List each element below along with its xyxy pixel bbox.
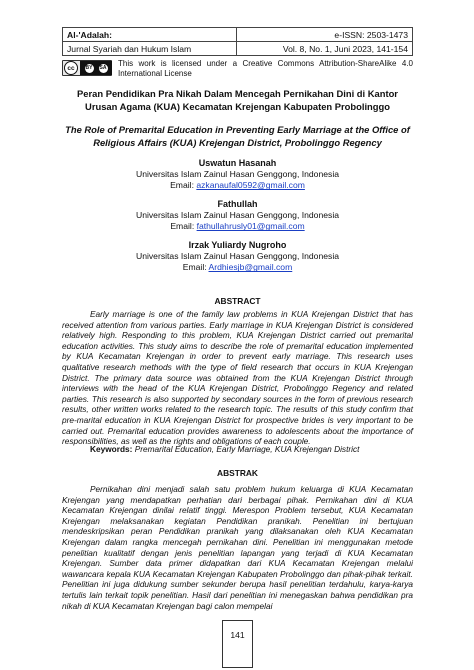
author-email-link[interactable]: Ardhiesjb@gmail.com	[208, 262, 293, 273]
journal-name: Al-'Adalah:	[63, 28, 237, 42]
abstract-heading: ABSTRACT	[214, 296, 261, 306]
cc-by-sa-badge-icon[interactable]	[62, 60, 112, 76]
author-block-1	[62, 158, 413, 192]
author-affiliation: Universitas Islam Zainul Hasan Genggong, Indonesia	[135, 169, 340, 180]
cc-attribution-icons	[80, 61, 112, 75]
email-label: Email:	[170, 180, 197, 191]
author-block-3	[62, 240, 413, 274]
license-block	[62, 59, 413, 79]
author-affiliation: Universitas Islam Zainul Hasan Genggong, Indonesia	[135, 251, 340, 262]
title-indonesian: Peran Pendidikan Pra Nikah Dalam Mencegah Pernikahan Dini di Kantor Urusan Agama (KUA) Kecamatan Krejengan Kabupaten Probolinggo	[77, 88, 398, 112]
author-name: Uswatun Hasanah	[198, 158, 277, 168]
journal-subtitle: Jurnal Syariah dan Hukum Islam	[63, 42, 237, 56]
author-email-line	[62, 262, 413, 273]
email-label: Email:	[182, 262, 209, 273]
author-email-line	[62, 180, 413, 191]
cc-by-icon: BY	[85, 65, 93, 71]
keywords-text: Premarital Education, Early Marriage, KUA Krejengan District	[132, 444, 360, 454]
journal-volume: Vol. 8, No. 1, Juni 2023, 141-154	[237, 42, 413, 56]
author-email-line	[62, 221, 413, 232]
author-affiliation: Universitas Islam Zainul Hasan Genggong, Indonesia	[135, 210, 340, 221]
author-name: Fathullah	[217, 199, 258, 209]
abstrak-heading: ABSTRAK	[217, 468, 258, 478]
journal-issn: e-ISSN: 2503-1473	[237, 28, 413, 42]
keywords-label: Keywords:	[90, 444, 133, 454]
title-english: The Role of Premarital Education in Preventing Early Marriage at the Office of Religious Affairs (KUA) Krejengan District, Probolinggo Regency	[65, 124, 410, 148]
keywords-line	[90, 444, 420, 455]
page-number: 141	[230, 630, 245, 640]
abstrak-text: Pernikahan dini menjadi salah satu problem hukum keluarga di KUA Kecamatan Krejengan yang mendapatkan perhatian dari berbagai pihak. Pernikahan dini di KUA Kecamatan Krejengan dinilai relatif tinggi. Merespon Problem tersebut, KUA Kecamatan Krejengan melaksanakan kegiatan Pendidikan pranikah. Penelitian ini bertujuan mendeskripsikan peran Pendidikan pranikah yang dilaksanakan oleh KUA Kecamatan Krejengan dalam rangka mencegah pernikahan dini. Penelitian ini menggunakan metode penelitian kualitatif dengan jenis penelitian lapangan yang terjadi di KUA Kecamatan Krejengan. Sumber data primer didapatkan dari KUA Kecamatan Krejengan melalui wawancara kepala KUA Kecamatan Krejengan Kabupaten Probolinggo dan pihak-pihak terkait. Penelitian ini juga didukung sumber sekunder berupa hasil penelitian terdahulu, karya-karya tertulis lain terkait topik penelitian. Hasil dari penelitian ini menegaskan bahwa pendidikan pra nikah di KUA Kecamatan Krejengan bagi calon mempelai	[62, 484, 413, 611]
license-text: This work is licensed under a Creative Commons Attribution-ShareAlike 4.0 International License	[118, 59, 413, 78]
page-number-box	[222, 620, 253, 668]
abstract-text: Early marriage is one of the family law problems in KUA Krejengan District that has received attention from various parties. Early marriage in KUA Krejengan District is considered relatively high. Responding to this problem, KUA Krejengan District carried out premarital education activities. This study aims to describe the role of premarital education implemented by KUA Kecamatan Krejengan in order to prevent early marriage. This research uses qualitative research methods with the type of field research that occurs in KUA Krejengan District. The primary data source was obtained from the KUA Krejengan District through interviews with the head of the KUA Krejengan District, Probolinggo Regency and related parties. This research is also supported by secondary sources in the form of previous research results, other written works related to the research topic. The results of this study confirm that pre-marital education in KUA Krejengan District for prospective brides is very important to be carried out. Premarital education provides awareness to adolescents about the importance of responsibilities, as well as the rights and obligations of each couple.	[62, 309, 413, 447]
journal-header-table	[62, 27, 413, 56]
cc-logo-icon: cc	[64, 61, 78, 75]
author-email-link[interactable]: fathullahrusly01@gmail.com	[196, 221, 305, 232]
author-name: Irzak Yuliardy Nugroho	[188, 240, 287, 250]
email-label: Email:	[170, 221, 197, 232]
cc-sa-icon: SA	[99, 65, 107, 71]
author-block-2	[62, 199, 413, 233]
author-email-link[interactable]: azkanaufal0592@gmail.com	[196, 180, 305, 191]
